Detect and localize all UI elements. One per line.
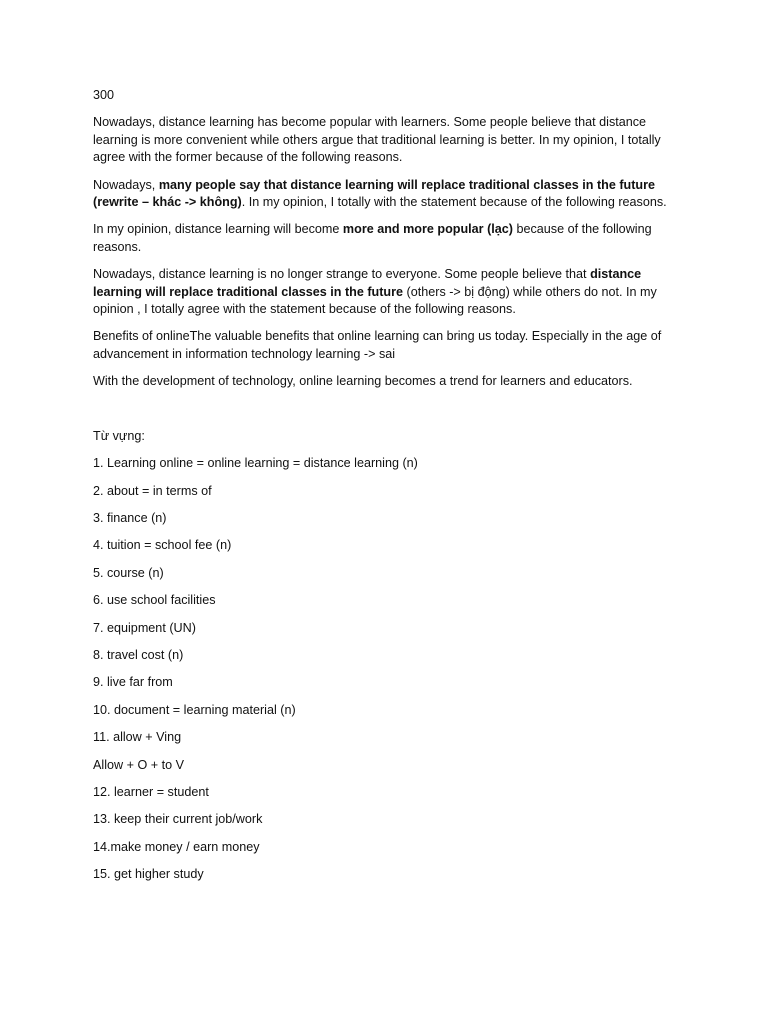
p2-tail: . In my opinion, I totally with the statement because of the following reasons. bbox=[241, 195, 667, 210]
p3-bold: more and more popular (lạc) bbox=[342, 222, 513, 237]
intro-paragraph-5: Benefits of onlineThe valuable benefits that online learning can bring us today. Especially in the age of advancement in information technology learning -> sai bbox=[93, 329, 662, 361]
vocab-item: 15. get higher study bbox=[93, 867, 204, 882]
vocab-item: 7. equipment (UN) bbox=[93, 620, 196, 635]
vocab-item: 2. about = in terms of bbox=[93, 483, 212, 498]
page-number: 300 bbox=[93, 88, 115, 102]
p4-bold: distance learning will replace traditional classes in the future bbox=[93, 267, 642, 299]
intro-paragraph-2 bbox=[93, 177, 668, 212]
vocab-item: 8. travel cost (n) bbox=[93, 647, 184, 662]
vocab-item: 3. finance (n) bbox=[93, 510, 167, 525]
vocab-item: 1. Learning online = online learning = distance learning (n) bbox=[93, 456, 418, 471]
intro-paragraph-1: Nowadays, distance learning has become popular with learners. Some people believe that distance learning is more convenient while others argue that traditional learning is better. In my opinion, I totally agree with the former because of the following reasons. bbox=[93, 115, 661, 165]
vocab-item: 4. tuition = school fee (n) bbox=[93, 538, 232, 553]
vocab-item: 9. live far from bbox=[93, 675, 173, 690]
p2-lead: Nowadays, bbox=[93, 177, 159, 192]
p4-lead: Nowadays, distance learning is no longer strange to everyone. Some people believe that bbox=[93, 267, 591, 282]
intro-paragraph-3 bbox=[93, 221, 668, 256]
p4-tail: (others -> bị động) while others do not. In my opinion , I totally agree with the statement because of the following reasons. bbox=[93, 284, 657, 317]
blank-line bbox=[93, 401, 668, 418]
vocab-item: 14.make money / earn money bbox=[93, 839, 260, 854]
vocab-item: 13. keep their current job/work bbox=[93, 812, 263, 827]
vocab-item: 10. document = learning material (n) bbox=[93, 702, 296, 717]
intro-paragraph-4 bbox=[93, 266, 668, 318]
p3-tail: because of the following reasons. bbox=[93, 222, 652, 254]
vocab-item: 11. allow + Ving bbox=[93, 730, 182, 745]
vocab-item: 5. course (n) bbox=[93, 565, 164, 580]
p3-lead: In my opinion, distance learning will become bbox=[93, 222, 343, 237]
vocab-item: 12. learner = student bbox=[93, 784, 209, 799]
vocab-item: Allow + O + to V bbox=[93, 757, 184, 772]
intro-paragraph-6: With the development of technology, online learning becomes a trend for learners and educators. bbox=[93, 374, 633, 389]
p2-bold: many people say that distance learning will replace traditional classes in the future (rewrite – khác -> không) bbox=[93, 177, 656, 210]
vocab-title: Từ vựng: bbox=[93, 428, 145, 443]
vocab-item: 6. use school facilities bbox=[93, 593, 216, 608]
